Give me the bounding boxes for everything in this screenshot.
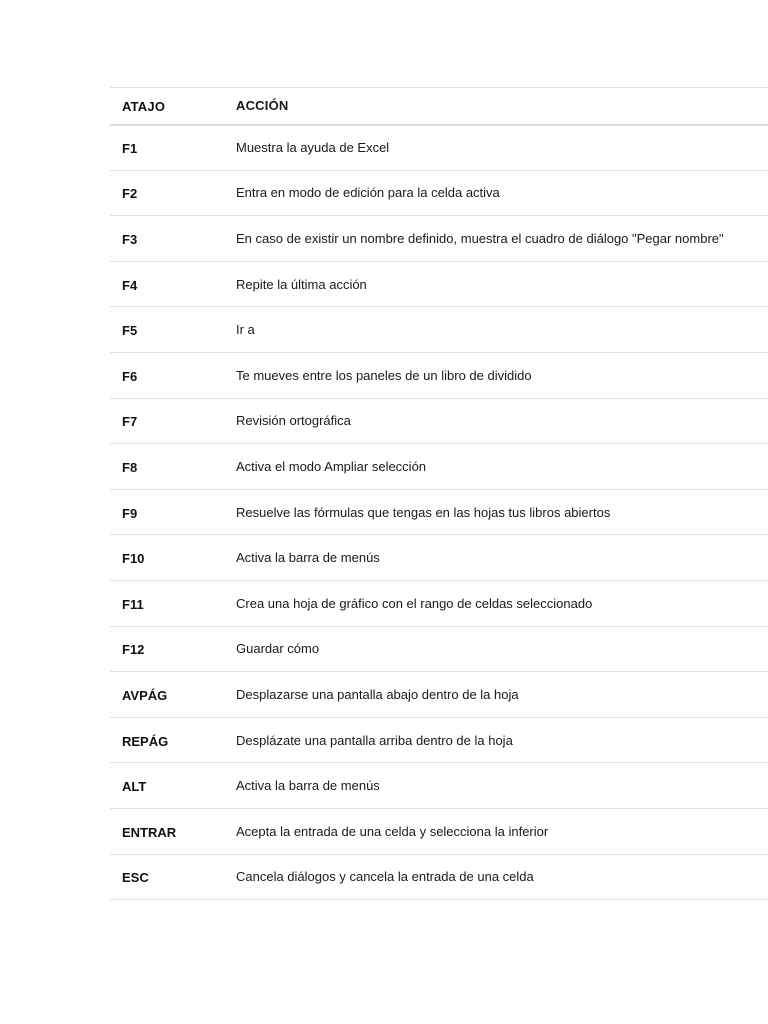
shortcut-action: Activa la barra de menús <box>236 778 380 794</box>
table-row <box>110 626 768 672</box>
shortcut-key: F9 <box>122 505 138 521</box>
shortcut-key: REPÁG <box>122 733 169 749</box>
shortcut-action: Cancela diálogos y cancela la entrada de una celda <box>236 869 534 885</box>
table-row <box>110 854 768 900</box>
shortcut-action: Ir a <box>236 322 255 338</box>
shortcut-key: F10 <box>122 551 145 567</box>
shortcut-action: Acepta la entrada de una celda y selecciona la inferior <box>236 823 549 839</box>
shortcut-action: Repite la última acción <box>236 276 367 292</box>
header-key: ATAJO <box>122 99 166 115</box>
shortcut-action: Activa el modo Ampliar selección <box>236 458 427 474</box>
shortcut-key: F8 <box>122 459 138 475</box>
table-row <box>110 489 768 535</box>
table-row <box>110 216 768 262</box>
shortcut-action: Activa la barra de menús <box>236 550 380 566</box>
shortcut-key: F12 <box>122 642 145 658</box>
shortcut-action: Guardar cómo <box>236 641 320 657</box>
table-row <box>110 125 768 171</box>
shortcut-action: Te mueves entre los paneles de un libro de dividido <box>236 367 532 383</box>
table-row <box>110 352 768 398</box>
shortcut-action: Crea una hoja de gráfico con el rango de celdas seleccionado <box>236 595 593 611</box>
shortcut-key: ESC <box>122 870 149 886</box>
table-row <box>110 307 768 353</box>
shortcuts-table <box>110 87 768 900</box>
shortcut-key: ENTRAR <box>122 824 177 840</box>
shortcut-action: Entra en modo de edición para la celda activa <box>236 185 500 201</box>
shortcut-key: F11 <box>122 596 144 612</box>
table-row <box>110 580 768 626</box>
table-row <box>110 763 768 809</box>
shortcut-action: Resuelve las fórmulas que tengas en las hojas tus libros abiertos <box>236 504 611 520</box>
shortcut-key: F6 <box>122 368 138 384</box>
shortcut-action: Revisión ortográfica <box>236 413 351 429</box>
shortcut-action: Desplazarse una pantalla abajo dentro de la hoja <box>236 686 519 702</box>
shortcut-key: F3 <box>122 231 138 247</box>
shortcut-key: F4 <box>122 277 138 293</box>
header-row <box>110 88 768 125</box>
shortcut-action: Muestra la ayuda de Excel <box>236 140 390 156</box>
shortcut-action: Desplázate una pantalla arriba dentro de la hoja <box>236 732 513 748</box>
table-row <box>110 398 768 444</box>
shortcut-key: F5 <box>122 323 138 339</box>
table-row <box>110 672 768 718</box>
shortcut-action: En caso de existir un nombre definido, muestra el cuadro de diálogo "Pegar nombre" <box>236 230 724 246</box>
table-row <box>110 170 768 216</box>
shortcut-key: F1 <box>122 141 138 157</box>
table-row <box>110 808 768 854</box>
shortcut-key: ALT <box>122 779 147 795</box>
header-action: ACCIÓN <box>236 98 289 114</box>
shortcut-key: AVPÁG <box>122 687 168 703</box>
shortcut-key: F2 <box>122 186 138 202</box>
table-row <box>110 261 768 307</box>
table-header <box>110 88 768 125</box>
table-row <box>110 717 768 763</box>
shortcut-key: F7 <box>122 414 138 430</box>
table-row <box>110 444 768 490</box>
table-row <box>110 535 768 581</box>
table-body <box>110 125 768 900</box>
shortcuts-table-container <box>110 87 768 900</box>
